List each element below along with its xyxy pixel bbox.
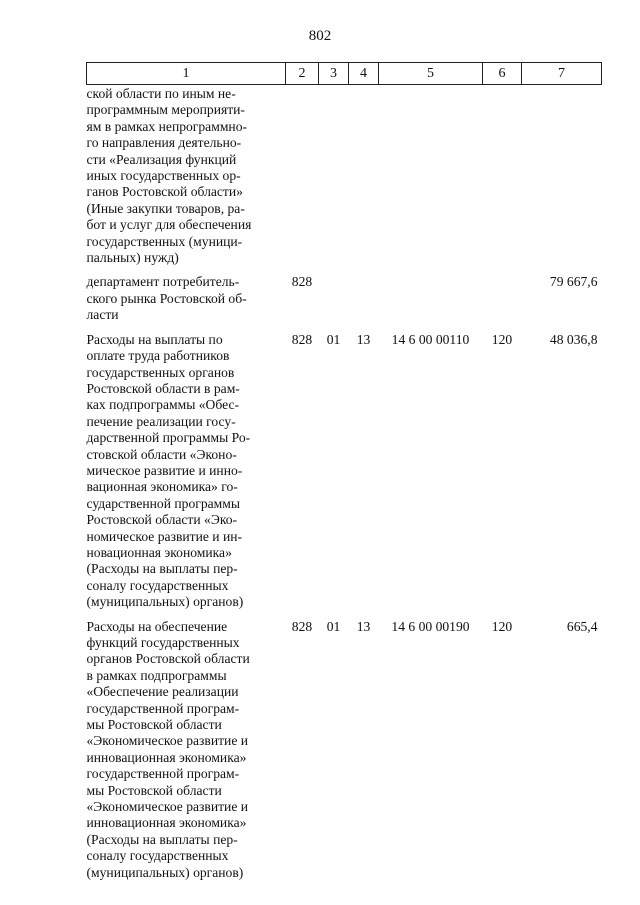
desc-line: государственных (муници- bbox=[86, 233, 243, 249]
table-row bbox=[87, 266, 602, 323]
table-body bbox=[87, 85, 602, 882]
desc-line: мы Ростовской области bbox=[86, 717, 222, 733]
desc-line: новационная экономика» bbox=[86, 544, 232, 560]
desc-line: соналу государственных bbox=[86, 577, 229, 593]
desc-line: Ростовской области в рам- bbox=[86, 380, 240, 396]
row-target bbox=[379, 266, 483, 323]
desc-line: (Иные закупки товаров, ра- bbox=[86, 200, 245, 216]
desc-line: пальных) нужд) bbox=[86, 250, 179, 266]
row-amount bbox=[522, 85, 602, 267]
row-target: 14 6 00 00110 bbox=[391, 331, 470, 347]
row-subsection bbox=[349, 85, 379, 267]
row-description bbox=[87, 611, 286, 882]
desc-line: вационная экономика» го- bbox=[86, 479, 238, 495]
desc-line: инновационная экономика» bbox=[86, 749, 247, 765]
desc-line: государственных органов bbox=[86, 364, 235, 380]
desc-line: дарственной программы Ро- bbox=[86, 430, 251, 446]
table-header bbox=[87, 63, 602, 85]
row-subsection bbox=[349, 266, 379, 323]
row-section bbox=[319, 85, 349, 267]
row-subsection: 13 bbox=[356, 331, 371, 347]
desc-line: государственной програм- bbox=[86, 700, 240, 716]
budget-table bbox=[86, 62, 602, 881]
desc-line: мическое развитие и инно- bbox=[86, 462, 243, 478]
row-description bbox=[87, 324, 286, 611]
desc-line: сти «Реализация функций bbox=[86, 151, 237, 167]
desc-line: го направления деятельно- bbox=[86, 135, 242, 151]
desc-line: стовской области «Эконо- bbox=[86, 446, 237, 462]
desc-line: программным мероприяти- bbox=[86, 102, 245, 118]
desc-line: функций государственных bbox=[86, 635, 240, 650]
table-row bbox=[87, 611, 602, 882]
desc-line: «Экономическое развитие и bbox=[86, 733, 249, 749]
desc-line: ках подпрограммы «Обес- bbox=[86, 397, 240, 413]
desc-line: ганов Ростовской области» bbox=[86, 184, 243, 200]
row-expense: 120 bbox=[491, 618, 513, 634]
row-section: 01 bbox=[326, 331, 341, 347]
desc-line: (муниципальных) органов) bbox=[86, 594, 244, 610]
page-number: 802 bbox=[308, 28, 332, 44]
desc-line: Расходы на обеспечение bbox=[86, 618, 228, 634]
desc-line: государственной програм- bbox=[86, 766, 240, 782]
desc-line: Расходы на выплаты по bbox=[86, 331, 223, 347]
desc-line: сударственной программы bbox=[86, 495, 241, 511]
row-section: 01 bbox=[326, 618, 341, 634]
desc-line: мы Ростовской области bbox=[86, 782, 222, 798]
header-col-2: 2 bbox=[286, 63, 319, 85]
desc-line: (муниципальных) органов) bbox=[86, 864, 244, 880]
row-subsection: 13 bbox=[356, 618, 371, 634]
desc-line: инновационная экономика» bbox=[86, 815, 247, 831]
header-col-4: 4 bbox=[349, 63, 379, 85]
row-expense bbox=[483, 85, 522, 267]
header-col-6: 6 bbox=[483, 63, 522, 85]
row-code bbox=[286, 85, 319, 267]
header-col-5: 5 bbox=[379, 63, 483, 85]
row-amount: 665,4 bbox=[566, 618, 598, 634]
desc-line: в рамках подпрограммы bbox=[86, 667, 227, 683]
desc-line: (Расходы на выплаты пер- bbox=[86, 561, 238, 577]
desc-line: бот и услуг для обеспечения bbox=[86, 217, 252, 233]
desc-line: органов Ростовской области bbox=[86, 651, 250, 667]
row-code: 828 bbox=[291, 331, 313, 347]
row-code: 828 bbox=[291, 274, 313, 290]
row-description bbox=[87, 266, 286, 323]
desc-line: «Обеспечение реализации bbox=[86, 684, 239, 700]
desc-line: оплате труда работников bbox=[86, 348, 230, 364]
row-section bbox=[319, 266, 349, 323]
row-amount: 79 667,6 bbox=[549, 274, 598, 290]
header-col-3: 3 bbox=[319, 63, 349, 85]
header-col-1: 1 bbox=[87, 63, 286, 85]
row-target bbox=[379, 85, 483, 267]
desc-line: департамент потребитель- bbox=[86, 274, 240, 290]
desc-line: ского рынка Ростовской об- bbox=[86, 290, 247, 306]
row-code: 828 bbox=[291, 618, 313, 634]
row-amount: 48 036,8 bbox=[549, 331, 598, 347]
desc-line: «Экономическое развитие и bbox=[86, 799, 249, 815]
row-description bbox=[87, 85, 286, 267]
desc-line: Ростовской области «Эко- bbox=[86, 512, 238, 528]
header-row bbox=[87, 63, 602, 85]
table-row bbox=[87, 324, 602, 611]
desc-line: ласти bbox=[86, 307, 119, 323]
desc-line: ской области по иным не- bbox=[86, 86, 236, 101]
row-expense: 120 bbox=[491, 331, 513, 347]
desc-line: ям в рамках непрограммно- bbox=[86, 118, 248, 134]
desc-line: номическое развитие и ин- bbox=[86, 528, 243, 544]
desc-line: соналу государственных bbox=[86, 848, 229, 864]
row-expense bbox=[483, 266, 522, 323]
row-target: 14 6 00 00190 bbox=[391, 618, 470, 634]
desc-line: иных государственных ор- bbox=[86, 168, 241, 184]
desc-line: печение реализации госу- bbox=[86, 413, 236, 429]
header-col-7: 7 bbox=[522, 63, 602, 85]
table-row bbox=[87, 85, 602, 267]
desc-line: (Расходы на выплаты пер- bbox=[86, 831, 238, 847]
